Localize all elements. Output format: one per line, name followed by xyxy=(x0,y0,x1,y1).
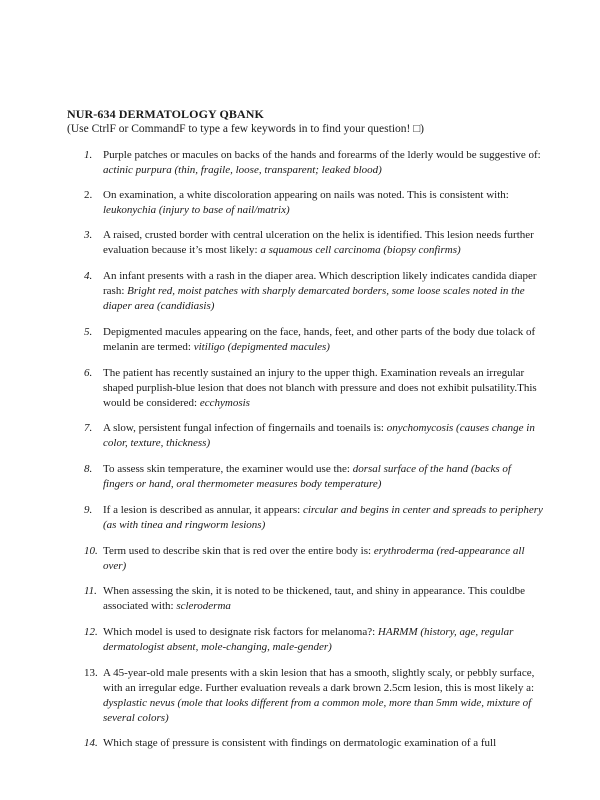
document-title: NUR-634 DERMATOLOGY QBANK xyxy=(67,107,264,121)
question-stem: The patient has recently sustained an injury to the upper thigh. Examination reveals an irregular shaped purplish-blue lesion that does not blanch with pressure and does not exhibit pulsatility.This would be considered: xyxy=(103,367,537,409)
question-stem: Term used to describe skin that is red over the entire body is: xyxy=(103,545,374,557)
question-stem: If a lesion is described as annular, it appears: xyxy=(103,504,303,516)
question-number: 12. xyxy=(84,626,98,638)
question-answer: circular and begins in center and spreads to periphery (as with tinea and ringworm lesions) xyxy=(103,504,543,531)
question-text xyxy=(103,584,543,614)
question-answer: ecchymosis xyxy=(199,397,250,409)
question-answer: dorsal surface of the hand (backs of fingers or hand, oral thermometer measures body temperature) xyxy=(103,463,511,490)
question-number: 3. xyxy=(84,229,93,241)
question-number: 10. xyxy=(84,545,98,557)
question-stem: To assess skin temperature, the examiner would use the: xyxy=(103,463,353,475)
question-text xyxy=(103,366,543,411)
question-text xyxy=(103,503,543,533)
question-number: 11. xyxy=(84,585,97,597)
question-text xyxy=(103,325,543,355)
question-text xyxy=(103,544,543,574)
question-stem: Which model is used to designate risk factors for melanoma?: xyxy=(103,626,378,638)
question-text xyxy=(103,462,543,492)
question-answer: erythroderma (red-appearance all over) xyxy=(103,545,525,572)
question-stem: An infant presents with a rash in the diaper area. Which description likely indicates candida diaper rash: xyxy=(103,270,537,297)
document-subtitle: (Use CtrlF or CommandF to type a few keywords in to find your question! □) xyxy=(67,123,425,135)
question-stem: A raised, crusted border with central ulceration on the helix is identified. This lesion needs further evaluation because it’s most likely: xyxy=(103,229,534,256)
question-stem: Which stage of pressure is consistent with findings on dermatologic examination of a full xyxy=(103,737,497,749)
question-stem: Depigmented macules appearing on the face, hands, feet, and other parts of the body due tolack of melanin are termed: xyxy=(103,326,536,353)
question-text xyxy=(103,148,543,178)
question-text xyxy=(103,228,543,258)
question-text xyxy=(103,421,543,451)
question-answer: vitiligo (depigmented macules) xyxy=(193,341,330,353)
question-stem: Purple patches or macules on backs of the hands and forearms of the lderly would be suggestive of: xyxy=(103,149,541,161)
question-answer: leukonychia (injury to base of nail/matrix) xyxy=(103,204,290,216)
question-number: 5. xyxy=(84,326,93,338)
question-text xyxy=(103,188,543,218)
question-answer: onychomycosis (causes change in color, texture, thickness) xyxy=(103,422,535,449)
question-text xyxy=(103,666,543,726)
question-number: 1. xyxy=(84,149,93,161)
question-number: 7. xyxy=(84,422,93,434)
question-number: 14. xyxy=(84,737,98,749)
question-answer: dysplastic nevus (mole that looks different from a common mole, more than 5mm wide, mixture of several colors) xyxy=(103,697,532,724)
question-answer: a squamous cell carcinoma (biopsy confirms) xyxy=(260,244,461,256)
question-number: 8. xyxy=(84,463,93,475)
question-answer: actinic purpura (thin, fragile, loose, transparent; leaked blood) xyxy=(103,164,382,176)
question-number: 2. xyxy=(84,189,93,201)
question-number: 9. xyxy=(84,504,93,516)
question-number: 4. xyxy=(84,270,93,282)
question-answer: scleroderma xyxy=(176,600,231,612)
question-answer: HARMM (history, age, regular dermatologist absent, mole-changing, male-gender) xyxy=(103,626,514,653)
question-text xyxy=(103,736,543,751)
question-number: 6. xyxy=(84,367,93,379)
question-stem: On examination, a white discoloration appearing on nails was noted. This is consistent with: xyxy=(103,189,509,201)
question-stem: A 45-year-old male presents with a skin lesion that has a smooth, slightly scaly, or pebbly surface, with an irregular edge. Further evaluation reveals a dark brown 2.5cm lesion, this is most likely a: xyxy=(103,667,535,694)
question-text xyxy=(103,269,543,314)
question-stem: When assessing the skin, it is noted to be thickened, taut, and shiny in appearance. This couldbe associated with: xyxy=(103,585,525,612)
question-answer: Bright red, moist patches with sharply demarcated borders, some loose scales noted in the diaper area (candidiasis) xyxy=(103,285,525,312)
question-text xyxy=(103,625,543,655)
question-stem: A slow, persistent fungal infection of fingernails and toenails is: xyxy=(103,422,387,434)
question-number: 13. xyxy=(84,667,98,679)
